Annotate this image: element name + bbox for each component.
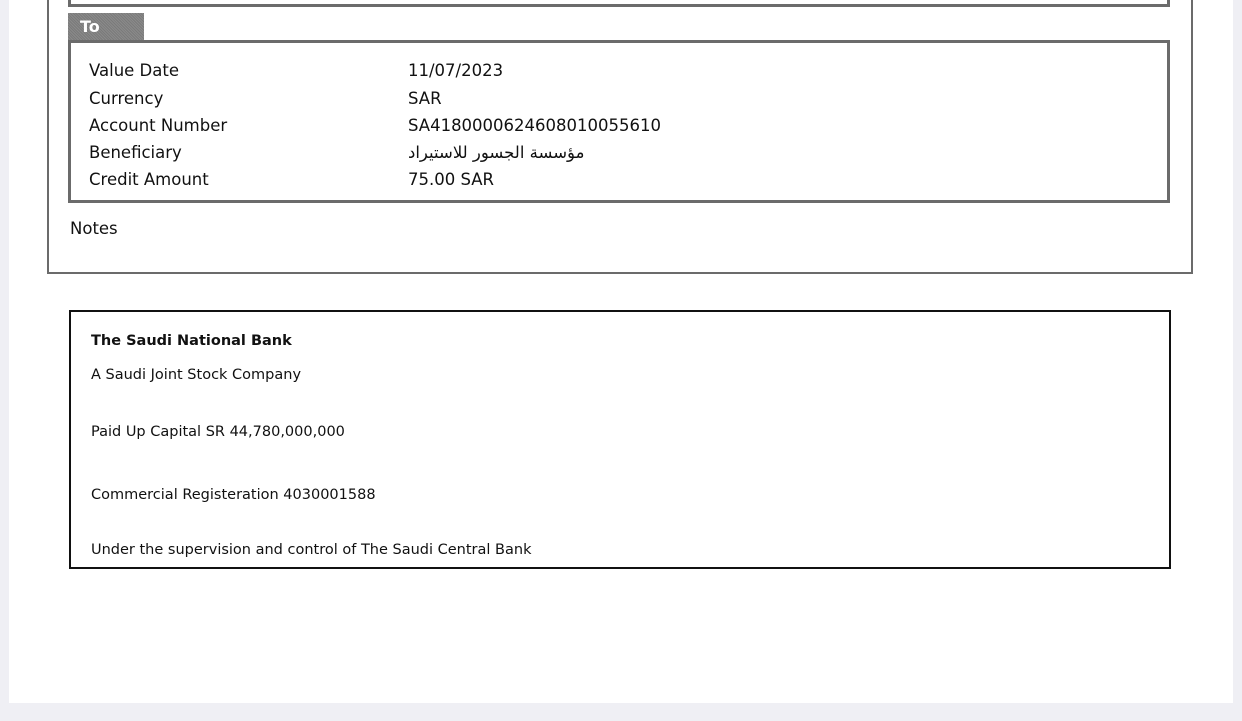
currency-row [71,89,1167,115]
value-date-value: 11/07/2023 [408,61,504,80]
bank-info-box [69,310,1171,569]
to-section-box [68,40,1170,203]
notes-label: Notes [70,219,118,238]
account-number-value: SA4180000624608010055610 [408,116,662,135]
account-number-row [71,116,1167,142]
document-page [9,0,1233,703]
bank-supervision-note: Under the supervision and control of The Saudi Central Bank [91,542,532,558]
currency-label: Currency [89,89,164,108]
bank-commercial-registration: Commercial Registeration 4030001588 [91,487,376,503]
bank-name: The Saudi National Bank [91,333,292,349]
beneficiary-label: Beneficiary [89,143,182,162]
credit-amount-row [71,170,1167,196]
credit-amount-label: Credit Amount [89,170,209,189]
bank-paid-up-capital: Paid Up Capital SR 44,780,000,000 [91,424,345,440]
bank-company-type: A Saudi Joint Stock Company [91,367,302,383]
value-date-label: Value Date [89,61,179,80]
to-section-tab: To [68,13,144,40]
value-date-row [71,61,1167,87]
currency-value: SAR [408,89,442,108]
account-number-label: Account Number [89,116,228,135]
beneficiary-value: مؤسسة الجسور للاستيراد [408,143,585,162]
beneficiary-row [71,143,1167,169]
credit-amount-value: 75.00 SAR [408,170,495,189]
